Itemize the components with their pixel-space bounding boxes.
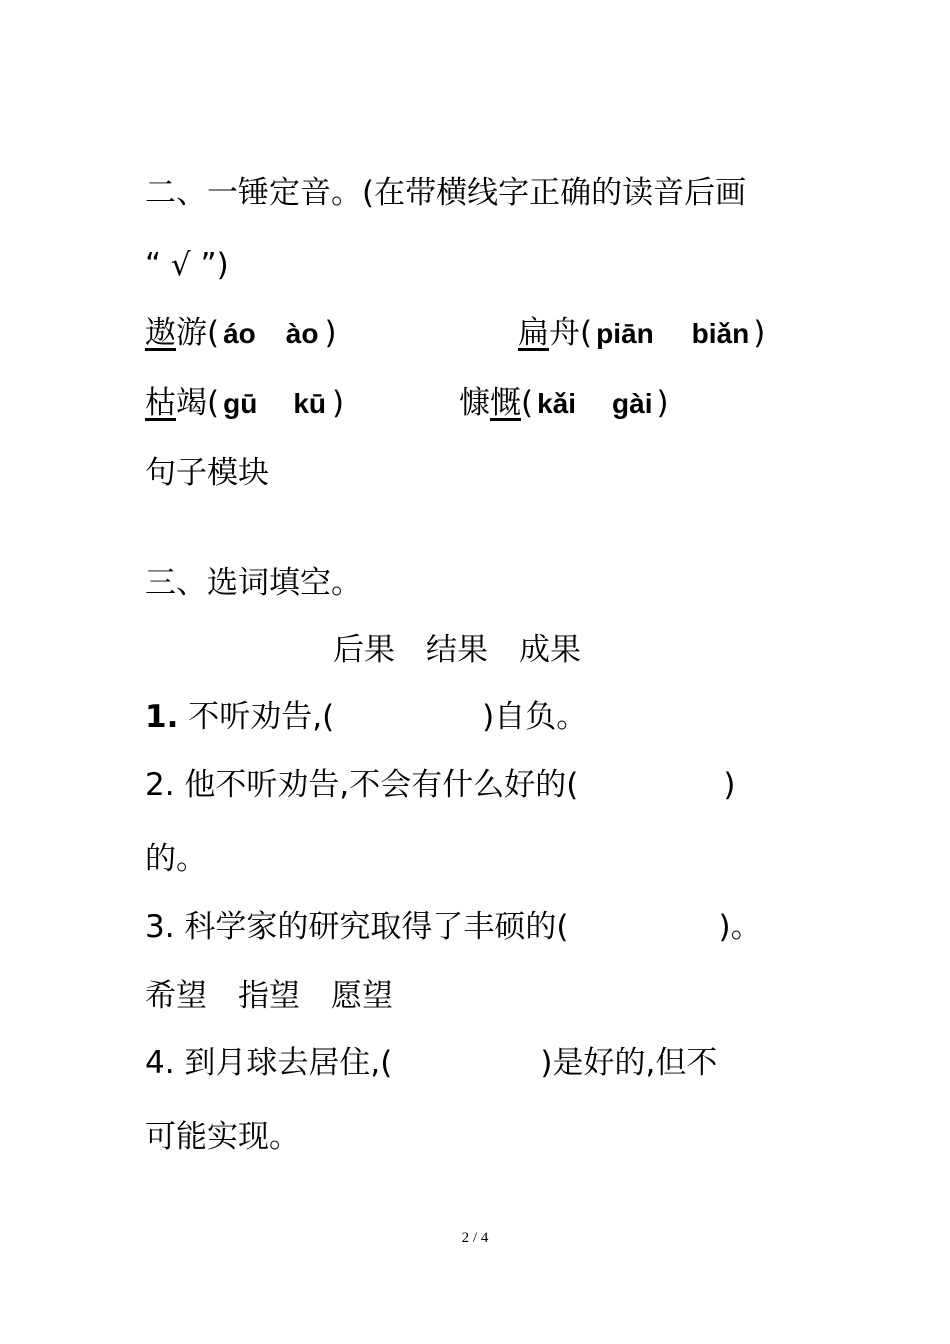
question-text-after: )是好的,但不 (540, 1045, 718, 1081)
module-title: 句子模块 (145, 455, 269, 491)
pinyin-option-a: gū (223, 388, 258, 419)
word-options-2: 希望 指望 愿望 (145, 978, 393, 1014)
pinyin-option-a: áo (223, 318, 256, 349)
question-4-line1 (145, 1043, 717, 1083)
paren-open: ( (207, 385, 220, 421)
pinyin-option-b: ào (285, 318, 319, 349)
pinyin-item-4 (459, 383, 669, 424)
question-4-line2: 可能实现。 (145, 1119, 300, 1155)
underlined-char: 慨 (490, 385, 521, 421)
paren-close: ) (723, 767, 736, 803)
paren-open: ( (521, 385, 534, 421)
question-text-before: 4. 到月球去居住,( (145, 1045, 393, 1081)
paren-close: ) (656, 385, 669, 421)
paren-open: ( (207, 315, 220, 351)
pinyin-item-2 (518, 313, 765, 354)
section2-title-line2: “ √ ”) (145, 247, 229, 283)
question-text-after: )。 (718, 909, 762, 945)
section3-title: 三、选词填空。 (145, 565, 362, 601)
pinyin-option-b: biǎn (691, 318, 750, 349)
question-text-before: 2. 他不听劝告,不会有什么好的( (145, 767, 579, 803)
pinyin-option-b: kū (293, 388, 327, 419)
question-2-line2: 的。 (145, 841, 207, 877)
word-rest: 竭 (176, 385, 207, 421)
question-3 (145, 907, 762, 947)
pinyin-item-3 (145, 383, 344, 424)
word-options-1: 后果 结果 成果 (333, 632, 581, 668)
question-2-line1 (145, 765, 736, 805)
page-number: 2 / 4 (461, 1230, 489, 1246)
question-text-before: 3. 科学家的研究取得了丰硕的( (145, 909, 569, 945)
paren-close: ) (332, 385, 345, 421)
underlined-char: 遨 (145, 315, 176, 351)
paren-close: ) (753, 315, 766, 351)
word-rest: 舟 (549, 315, 580, 351)
question-text-before: 不听劝告,( (188, 699, 335, 735)
word-pre: 慷 (459, 385, 490, 421)
paren-open: ( (580, 315, 593, 351)
underlined-char: 扁 (518, 315, 549, 351)
pinyin-option-b: gài (612, 388, 653, 419)
pinyin-option-a: kǎi (537, 388, 577, 419)
question-number: 1. (145, 699, 179, 735)
pinyin-option-a: piān (596, 318, 654, 349)
question-1 (145, 697, 587, 737)
word-rest: 游 (176, 315, 207, 351)
section2-title-line1: 二、一锤定音。(在带横线字正确的读音后画 (145, 175, 747, 211)
pinyin-item-1 (145, 313, 337, 354)
question-text-after: )自负。 (482, 699, 588, 735)
underlined-char: 枯 (145, 385, 176, 421)
paren-close: ) (324, 315, 337, 351)
